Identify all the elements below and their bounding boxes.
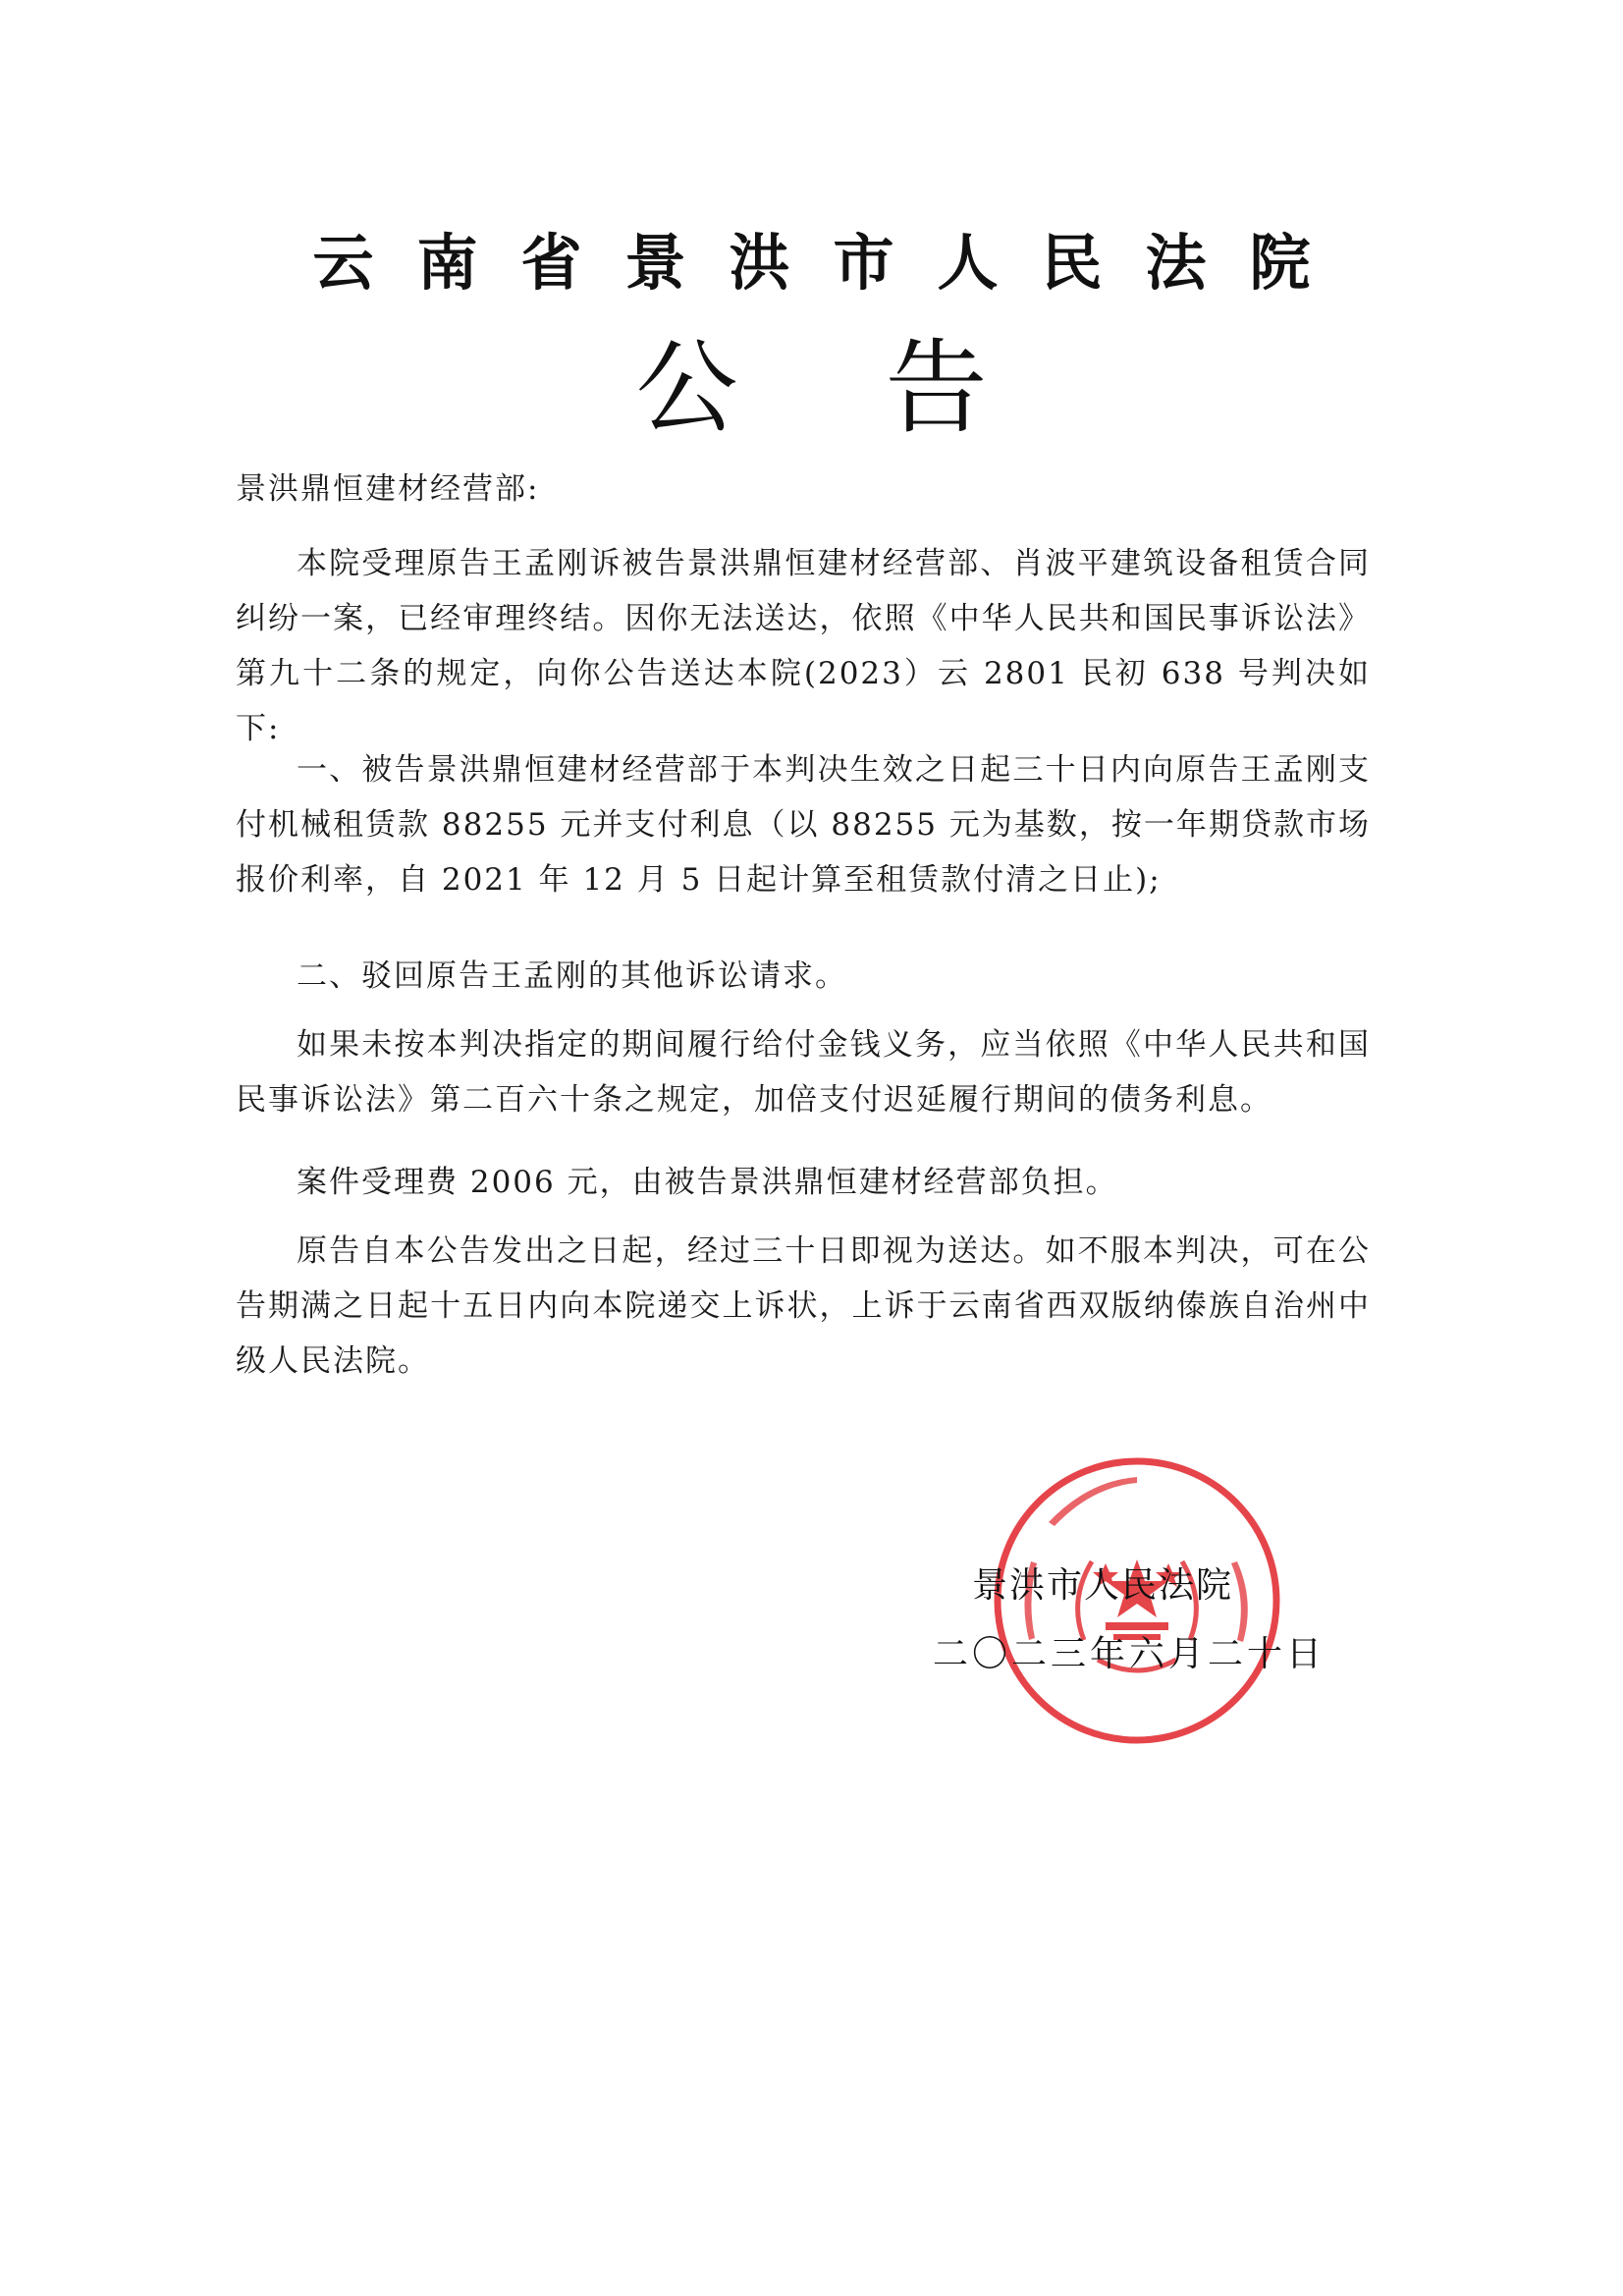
paragraph-court-fee: 案件受理费 2006 元，由被告景洪鼎恒建材经营部负担。 xyxy=(297,1165,1118,1200)
document-title: 公告 xyxy=(635,328,1135,448)
court-name-heading: 云南省景洪市人民法院 xyxy=(312,227,1354,299)
paragraph-service-and-appeal: 原告自本公告发出之日起，经过三十日即视为送达。如不服本判决，可在公告期满之日起十五日内向本院递交上诉状，上诉于云南省西双版纳傣族自治州中级人民法院。 xyxy=(236,1233,1371,1379)
paragraph-late-payment-notice: 如果未按本判决指定的期间履行给付金钱义务，应当依照《中华人民共和国民事诉讼法》第二百六十条之规定，加倍支付迟延履行期间的债务利息。 xyxy=(236,1027,1371,1118)
paragraph-judgment-item-2: 二、驳回原告王孟刚的其他诉讼请求。 xyxy=(297,958,847,994)
signature-court-name: 景洪市人民法院 xyxy=(972,1565,1234,1606)
paragraph-case-summary: 本院受理原告王孟刚诉被告景洪鼎恒建材经营部、肖波平建筑设备租赁合同纠纷一案，已经审理终结。因你无法送达，依照《中华人民共和国民事诉讼法》第九十二条的规定，向你公告送达本院(2023）云 2801 民初 638 号判决如下: xyxy=(236,546,1371,746)
paragraph-judgment-item-1: 一、被告景洪鼎恒建材经营部于本判决生效之日起三十日内向原告王孟刚支付机械租赁款 88255 元并支付利息（以 88255 元为基数，按一年期贷款市场报价利率，自 2021 年 12 月 5 日起计算至租赁款付清之日止); xyxy=(236,752,1371,898)
addressee: 景洪鼎恒建材经营部: xyxy=(236,471,540,507)
signature-date: 二〇二三年六月二十日 xyxy=(933,1634,1326,1674)
